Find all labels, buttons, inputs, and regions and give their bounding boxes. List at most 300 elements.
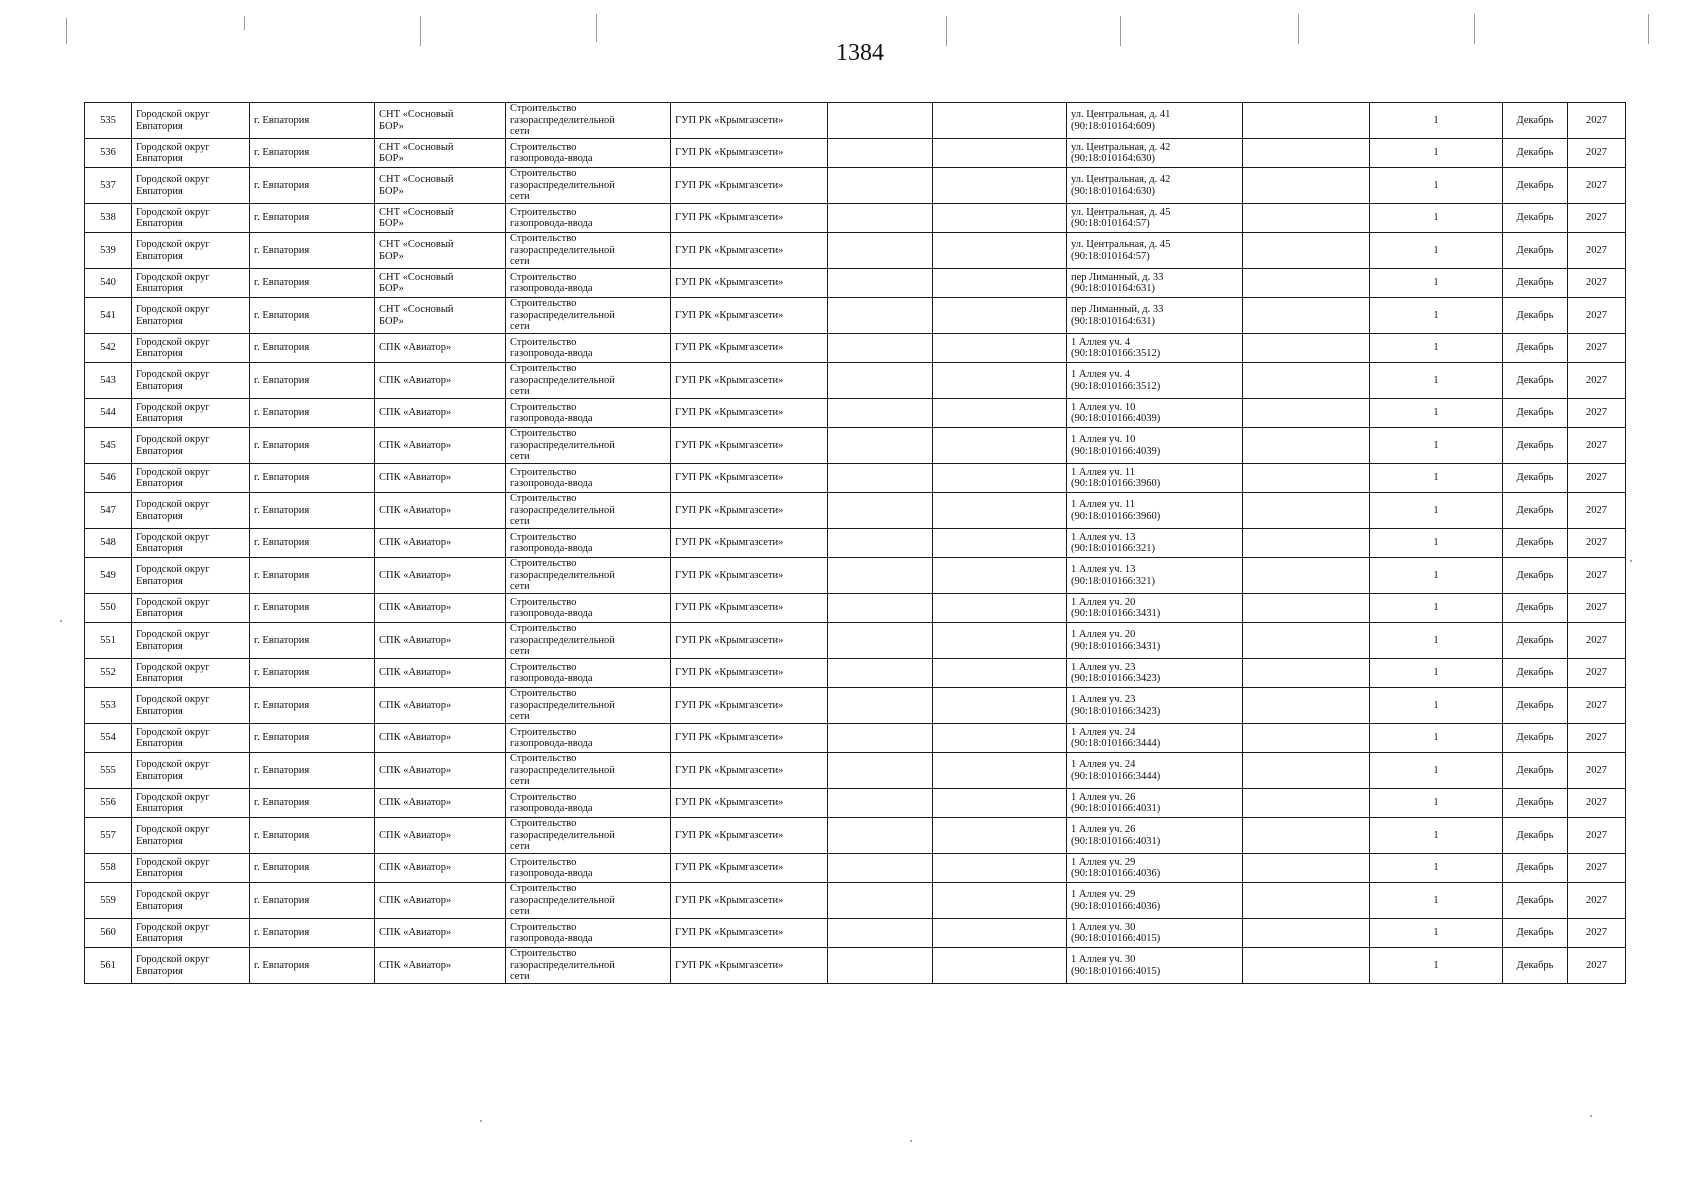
row-number: 552	[85, 659, 132, 688]
month-cell: Декабрь	[1503, 334, 1568, 363]
settlement-cell: СПК «Авиатор»	[375, 789, 506, 818]
district-cell: Городской округ Евпатория	[132, 204, 250, 233]
count-cell: 1	[1370, 428, 1503, 464]
table-row	[85, 334, 1626, 363]
table-row	[85, 168, 1626, 204]
address-cell: ул. Центральная, д. 42 (90:18:010164:630)	[1067, 139, 1243, 168]
empty-cell	[1243, 139, 1370, 168]
empty-cell	[933, 789, 1067, 818]
organization-cell: ГУП РК «Крымгазсети»	[671, 428, 828, 464]
row-number: 554	[85, 724, 132, 753]
empty-cell	[1243, 168, 1370, 204]
empty-cell	[1243, 493, 1370, 529]
work-type-cell: Строительство газораспределительной сети	[506, 688, 671, 724]
empty-cell	[1243, 233, 1370, 269]
address-cell: пер Лиманный, д. 33 (90:18:010164:631)	[1067, 269, 1243, 298]
empty-cell	[828, 948, 933, 984]
count-cell: 1	[1370, 493, 1503, 529]
empty-cell	[1243, 818, 1370, 854]
district-cell: Городской округ Евпатория	[132, 753, 250, 789]
city-cell: г. Евпатория	[250, 789, 375, 818]
address-cell: 1 Аллея уч. 26 (90:18:010166:4031)	[1067, 789, 1243, 818]
table-row	[85, 103, 1626, 139]
district-cell: Городской округ Евпатория	[132, 103, 250, 139]
year-cell: 2027	[1568, 919, 1626, 948]
year-cell: 2027	[1568, 233, 1626, 269]
empty-cell	[828, 883, 933, 919]
organization-cell: ГУП РК «Крымгазсети»	[671, 948, 828, 984]
work-type-cell: Строительство газопровода-ввода	[506, 659, 671, 688]
empty-cell	[828, 753, 933, 789]
month-cell: Декабрь	[1503, 854, 1568, 883]
year-cell: 2027	[1568, 139, 1626, 168]
district-cell: Городской округ Евпатория	[132, 558, 250, 594]
month-cell: Декабрь	[1503, 919, 1568, 948]
table-row	[85, 688, 1626, 724]
address-cell: 1 Аллея уч. 23 (90:18:010166:3423)	[1067, 659, 1243, 688]
empty-cell	[1243, 948, 1370, 984]
work-type-cell: Строительство газораспределительной сети	[506, 558, 671, 594]
city-cell: г. Евпатория	[250, 428, 375, 464]
row-number: 547	[85, 493, 132, 529]
work-type-cell: Строительство газораспределительной сети	[506, 948, 671, 984]
address-cell: 1 Аллея уч. 23 (90:18:010166:3423)	[1067, 688, 1243, 724]
organization-cell: ГУП РК «Крымгазсети»	[671, 558, 828, 594]
city-cell: г. Евпатория	[250, 948, 375, 984]
work-type-cell: Строительство газопровода-ввода	[506, 724, 671, 753]
organization-cell: ГУП РК «Крымгазсети»	[671, 789, 828, 818]
table-row	[85, 623, 1626, 659]
empty-cell	[933, 948, 1067, 984]
settlement-cell: СПК «Авиатор»	[375, 399, 506, 428]
empty-cell	[933, 883, 1067, 919]
city-cell: г. Евпатория	[250, 818, 375, 854]
empty-cell	[828, 399, 933, 428]
scan-artifact	[596, 14, 597, 42]
empty-cell	[828, 363, 933, 399]
table-row	[85, 464, 1626, 493]
year-cell: 2027	[1568, 659, 1626, 688]
row-number: 560	[85, 919, 132, 948]
empty-cell	[1243, 298, 1370, 334]
work-type-cell: Строительство газопровода-ввода	[506, 139, 671, 168]
organization-cell: ГУП РК «Крымгазсети»	[671, 464, 828, 493]
district-cell: Городской округ Евпатория	[132, 688, 250, 724]
address-cell: 1 Аллея уч. 30 (90:18:010166:4015)	[1067, 948, 1243, 984]
empty-cell	[1243, 363, 1370, 399]
settlement-cell: СПК «Авиатор»	[375, 363, 506, 399]
work-type-cell: Строительство газораспределительной сети	[506, 623, 671, 659]
organization-cell: ГУП РК «Крымгазсети»	[671, 168, 828, 204]
address-cell: 1 Аллея уч. 10 (90:18:010166:4039)	[1067, 399, 1243, 428]
empty-cell	[828, 428, 933, 464]
empty-cell	[933, 399, 1067, 428]
settlement-cell: СПК «Авиатор»	[375, 948, 506, 984]
city-cell: г. Евпатория	[250, 139, 375, 168]
empty-cell	[1243, 269, 1370, 298]
row-number: 535	[85, 103, 132, 139]
address-cell: 1 Аллея уч. 30 (90:18:010166:4015)	[1067, 919, 1243, 948]
empty-cell	[933, 493, 1067, 529]
table-row	[85, 139, 1626, 168]
row-number: 545	[85, 428, 132, 464]
settlement-cell: СПК «Авиатор»	[375, 464, 506, 493]
month-cell: Декабрь	[1503, 233, 1568, 269]
month-cell: Декабрь	[1503, 428, 1568, 464]
empty-cell	[828, 464, 933, 493]
work-type-cell: Строительство газораспределительной сети	[506, 428, 671, 464]
month-cell: Декабрь	[1503, 948, 1568, 984]
table-row	[85, 529, 1626, 558]
settlement-cell: СНТ «Сосновый БОР»	[375, 298, 506, 334]
address-cell: 1 Аллея уч. 24 (90:18:010166:3444)	[1067, 724, 1243, 753]
month-cell: Декабрь	[1503, 298, 1568, 334]
organization-cell: ГУП РК «Крымгазсети»	[671, 493, 828, 529]
settlement-cell: СНТ «Сосновый БОР»	[375, 269, 506, 298]
scan-speck	[1590, 1115, 1592, 1117]
settlement-cell: СПК «Авиатор»	[375, 558, 506, 594]
count-cell: 1	[1370, 948, 1503, 984]
row-number: 537	[85, 168, 132, 204]
city-cell: г. Евпатория	[250, 623, 375, 659]
empty-cell	[1243, 623, 1370, 659]
settlement-cell: СПК «Авиатор»	[375, 753, 506, 789]
table-row	[85, 204, 1626, 233]
year-cell: 2027	[1568, 948, 1626, 984]
district-cell: Городской округ Евпатория	[132, 818, 250, 854]
empty-cell	[1243, 688, 1370, 724]
organization-cell: ГУП РК «Крымгазсети»	[671, 883, 828, 919]
row-number: 541	[85, 298, 132, 334]
count-cell: 1	[1370, 464, 1503, 493]
table-row	[85, 298, 1626, 334]
count-cell: 1	[1370, 269, 1503, 298]
month-cell: Декабрь	[1503, 623, 1568, 659]
year-cell: 2027	[1568, 724, 1626, 753]
empty-cell	[933, 594, 1067, 623]
address-cell: 1 Аллея уч. 4 (90:18:010166:3512)	[1067, 363, 1243, 399]
month-cell: Декабрь	[1503, 363, 1568, 399]
city-cell: г. Евпатория	[250, 883, 375, 919]
city-cell: г. Евпатория	[250, 168, 375, 204]
empty-cell	[933, 363, 1067, 399]
year-cell: 2027	[1568, 464, 1626, 493]
empty-cell	[828, 623, 933, 659]
empty-cell	[933, 428, 1067, 464]
year-cell: 2027	[1568, 363, 1626, 399]
settlement-cell: СНТ «Сосновый БОР»	[375, 103, 506, 139]
organization-cell: ГУП РК «Крымгазсети»	[671, 688, 828, 724]
month-cell: Декабрь	[1503, 883, 1568, 919]
district-cell: Городской округ Евпатория	[132, 724, 250, 753]
organization-cell: ГУП РК «Крымгазсети»	[671, 233, 828, 269]
row-number: 539	[85, 233, 132, 269]
city-cell: г. Евпатория	[250, 269, 375, 298]
scan-speck	[480, 1120, 482, 1122]
row-number: 556	[85, 789, 132, 818]
month-cell: Декабрь	[1503, 789, 1568, 818]
organization-cell: ГУП РК «Крымгазсети»	[671, 919, 828, 948]
month-cell: Декабрь	[1503, 558, 1568, 594]
work-type-cell: Строительство газопровода-ввода	[506, 789, 671, 818]
city-cell: г. Евпатория	[250, 334, 375, 363]
table-row	[85, 558, 1626, 594]
empty-cell	[933, 818, 1067, 854]
empty-cell	[933, 753, 1067, 789]
month-cell: Декабрь	[1503, 168, 1568, 204]
work-type-cell: Строительство газопровода-ввода	[506, 334, 671, 363]
address-cell: ул. Центральная, д. 45 (90:18:010164:57)	[1067, 233, 1243, 269]
year-cell: 2027	[1568, 103, 1626, 139]
organization-cell: ГУП РК «Крымгазсети»	[671, 269, 828, 298]
empty-cell	[828, 818, 933, 854]
city-cell: г. Евпатория	[250, 103, 375, 139]
empty-cell	[933, 168, 1067, 204]
empty-cell	[828, 724, 933, 753]
empty-cell	[828, 493, 933, 529]
page-number: 1384	[836, 40, 884, 66]
count-cell: 1	[1370, 334, 1503, 363]
year-cell: 2027	[1568, 298, 1626, 334]
year-cell: 2027	[1568, 493, 1626, 529]
row-number: 544	[85, 399, 132, 428]
year-cell: 2027	[1568, 688, 1626, 724]
work-type-cell: Строительство газопровода-ввода	[506, 464, 671, 493]
district-cell: Городской округ Евпатория	[132, 623, 250, 659]
count-cell: 1	[1370, 753, 1503, 789]
district-cell: Городской округ Евпатория	[132, 529, 250, 558]
city-cell: г. Евпатория	[250, 363, 375, 399]
empty-cell	[933, 919, 1067, 948]
count-cell: 1	[1370, 363, 1503, 399]
organization-cell: ГУП РК «Крымгазсети»	[671, 623, 828, 659]
month-cell: Декабрь	[1503, 688, 1568, 724]
month-cell: Декабрь	[1503, 269, 1568, 298]
district-cell: Городской округ Евпатория	[132, 883, 250, 919]
city-cell: г. Евпатория	[250, 529, 375, 558]
settlement-cell: СПК «Авиатор»	[375, 529, 506, 558]
empty-cell	[828, 103, 933, 139]
year-cell: 2027	[1568, 269, 1626, 298]
work-type-cell: Строительство газопровода-ввода	[506, 269, 671, 298]
settlement-cell: СНТ «Сосновый БОР»	[375, 168, 506, 204]
settlement-cell: СПК «Авиатор»	[375, 334, 506, 363]
count-cell: 1	[1370, 789, 1503, 818]
year-cell: 2027	[1568, 594, 1626, 623]
month-cell: Декабрь	[1503, 594, 1568, 623]
scan-speck	[910, 1140, 912, 1142]
year-cell: 2027	[1568, 204, 1626, 233]
row-number: 538	[85, 204, 132, 233]
table-row	[85, 883, 1626, 919]
settlement-cell: СНТ «Сосновый БОР»	[375, 233, 506, 269]
district-cell: Городской округ Евпатория	[132, 854, 250, 883]
settlement-cell: СПК «Авиатор»	[375, 623, 506, 659]
organization-cell: ГУП РК «Крымгазсети»	[671, 854, 828, 883]
district-cell: Городской округ Евпатория	[132, 233, 250, 269]
row-number: 551	[85, 623, 132, 659]
district-cell: Городской округ Евпатория	[132, 464, 250, 493]
month-cell: Декабрь	[1503, 399, 1568, 428]
count-cell: 1	[1370, 594, 1503, 623]
month-cell: Декабрь	[1503, 753, 1568, 789]
year-cell: 2027	[1568, 789, 1626, 818]
city-cell: г. Евпатория	[250, 919, 375, 948]
year-cell: 2027	[1568, 753, 1626, 789]
row-number: 536	[85, 139, 132, 168]
empty-cell	[933, 558, 1067, 594]
organization-cell: ГУП РК «Крымгазсети»	[671, 753, 828, 789]
address-cell: 1 Аллея уч. 13 (90:18:010166:321)	[1067, 529, 1243, 558]
year-cell: 2027	[1568, 529, 1626, 558]
address-cell: 1 Аллея уч. 4 (90:18:010166:3512)	[1067, 334, 1243, 363]
district-cell: Городской округ Евпатория	[132, 168, 250, 204]
schedule-table	[84, 102, 1626, 984]
district-cell: Городской округ Евпатория	[132, 298, 250, 334]
empty-cell	[933, 139, 1067, 168]
count-cell: 1	[1370, 724, 1503, 753]
row-number: 558	[85, 854, 132, 883]
city-cell: г. Евпатория	[250, 233, 375, 269]
month-cell: Декабрь	[1503, 464, 1568, 493]
count-cell: 1	[1370, 919, 1503, 948]
row-number: 553	[85, 688, 132, 724]
year-cell: 2027	[1568, 399, 1626, 428]
settlement-cell: СПК «Авиатор»	[375, 659, 506, 688]
address-cell: пер Лиманный, д. 33 (90:18:010164:631)	[1067, 298, 1243, 334]
organization-cell: ГУП РК «Крымгазсети»	[671, 724, 828, 753]
empty-cell	[828, 688, 933, 724]
empty-cell	[828, 204, 933, 233]
table-row	[85, 269, 1626, 298]
empty-cell	[933, 724, 1067, 753]
empty-cell	[1243, 103, 1370, 139]
empty-cell	[828, 139, 933, 168]
table-row	[85, 854, 1626, 883]
count-cell: 1	[1370, 623, 1503, 659]
address-cell: ул. Центральная, д. 45 (90:18:010164:57)	[1067, 204, 1243, 233]
empty-cell	[933, 659, 1067, 688]
table-row	[85, 818, 1626, 854]
address-cell: 1 Аллея уч. 20 (90:18:010166:3431)	[1067, 594, 1243, 623]
work-type-cell: Строительство газопровода-ввода	[506, 919, 671, 948]
table-row	[85, 399, 1626, 428]
count-cell: 1	[1370, 659, 1503, 688]
settlement-cell: СНТ «Сосновый БОР»	[375, 204, 506, 233]
year-cell: 2027	[1568, 558, 1626, 594]
row-number: 543	[85, 363, 132, 399]
address-cell: 1 Аллея уч. 20 (90:18:010166:3431)	[1067, 623, 1243, 659]
count-cell: 1	[1370, 233, 1503, 269]
settlement-cell: СНТ «Сосновый БОР»	[375, 139, 506, 168]
count-cell: 1	[1370, 168, 1503, 204]
empty-cell	[1243, 399, 1370, 428]
district-cell: Городской округ Евпатория	[132, 948, 250, 984]
district-cell: Городской округ Евпатория	[132, 269, 250, 298]
empty-cell	[828, 659, 933, 688]
settlement-cell: СПК «Авиатор»	[375, 688, 506, 724]
month-cell: Декабрь	[1503, 493, 1568, 529]
empty-cell	[933, 529, 1067, 558]
empty-cell	[828, 919, 933, 948]
empty-cell	[828, 298, 933, 334]
empty-cell	[828, 529, 933, 558]
table-row	[85, 594, 1626, 623]
district-cell: Городской округ Евпатория	[132, 659, 250, 688]
empty-cell	[933, 334, 1067, 363]
district-cell: Городской округ Евпатория	[132, 139, 250, 168]
table-row	[85, 233, 1626, 269]
empty-cell	[1243, 334, 1370, 363]
organization-cell: ГУП РК «Крымгазсети»	[671, 334, 828, 363]
address-cell: 1 Аллея уч. 24 (90:18:010166:3444)	[1067, 753, 1243, 789]
city-cell: г. Евпатория	[250, 298, 375, 334]
table-row	[85, 948, 1626, 984]
empty-cell	[828, 558, 933, 594]
work-type-cell: Строительство газопровода-ввода	[506, 854, 671, 883]
year-cell: 2027	[1568, 428, 1626, 464]
settlement-cell: СПК «Авиатор»	[375, 594, 506, 623]
work-type-cell: Строительство газораспределительной сети	[506, 103, 671, 139]
address-cell: 1 Аллея уч. 11 (90:18:010166:3960)	[1067, 493, 1243, 529]
month-cell: Декабрь	[1503, 724, 1568, 753]
year-cell: 2027	[1568, 818, 1626, 854]
empty-cell	[933, 103, 1067, 139]
row-number: 559	[85, 883, 132, 919]
table-row	[85, 428, 1626, 464]
empty-cell	[1243, 558, 1370, 594]
table-row	[85, 493, 1626, 529]
work-type-cell: Строительство газораспределительной сети	[506, 168, 671, 204]
count-cell: 1	[1370, 529, 1503, 558]
address-cell: ул. Центральная, д. 41 (90:18:010164:609)	[1067, 103, 1243, 139]
work-type-cell: Строительство газопровода-ввода	[506, 204, 671, 233]
table-row	[85, 659, 1626, 688]
settlement-cell: СПК «Авиатор»	[375, 818, 506, 854]
work-type-cell: Строительство газопровода-ввода	[506, 594, 671, 623]
row-number: 550	[85, 594, 132, 623]
settlement-cell: СПК «Авиатор»	[375, 493, 506, 529]
count-cell: 1	[1370, 883, 1503, 919]
empty-cell	[933, 269, 1067, 298]
year-cell: 2027	[1568, 623, 1626, 659]
work-type-cell: Строительство газораспределительной сети	[506, 233, 671, 269]
city-cell: г. Евпатория	[250, 204, 375, 233]
empty-cell	[828, 334, 933, 363]
work-type-cell: Строительство газопровода-ввода	[506, 529, 671, 558]
empty-cell	[933, 464, 1067, 493]
empty-cell	[1243, 789, 1370, 818]
district-cell: Городской округ Евпатория	[132, 334, 250, 363]
empty-cell	[828, 854, 933, 883]
row-number: 546	[85, 464, 132, 493]
count-cell: 1	[1370, 688, 1503, 724]
city-cell: г. Евпатория	[250, 854, 375, 883]
address-cell: 1 Аллея уч. 29 (90:18:010166:4036)	[1067, 854, 1243, 883]
scan-speck	[60, 620, 62, 622]
address-cell: ул. Центральная, д. 42 (90:18:010164:630)	[1067, 168, 1243, 204]
settlement-cell: СПК «Авиатор»	[375, 724, 506, 753]
table-body	[85, 103, 1626, 984]
empty-cell	[828, 168, 933, 204]
organization-cell: ГУП РК «Крымгазсети»	[671, 594, 828, 623]
empty-cell	[1243, 594, 1370, 623]
empty-cell	[828, 789, 933, 818]
table-row	[85, 753, 1626, 789]
work-type-cell: Строительство газораспределительной сети	[506, 493, 671, 529]
table-row	[85, 789, 1626, 818]
city-cell: г. Евпатория	[250, 464, 375, 493]
